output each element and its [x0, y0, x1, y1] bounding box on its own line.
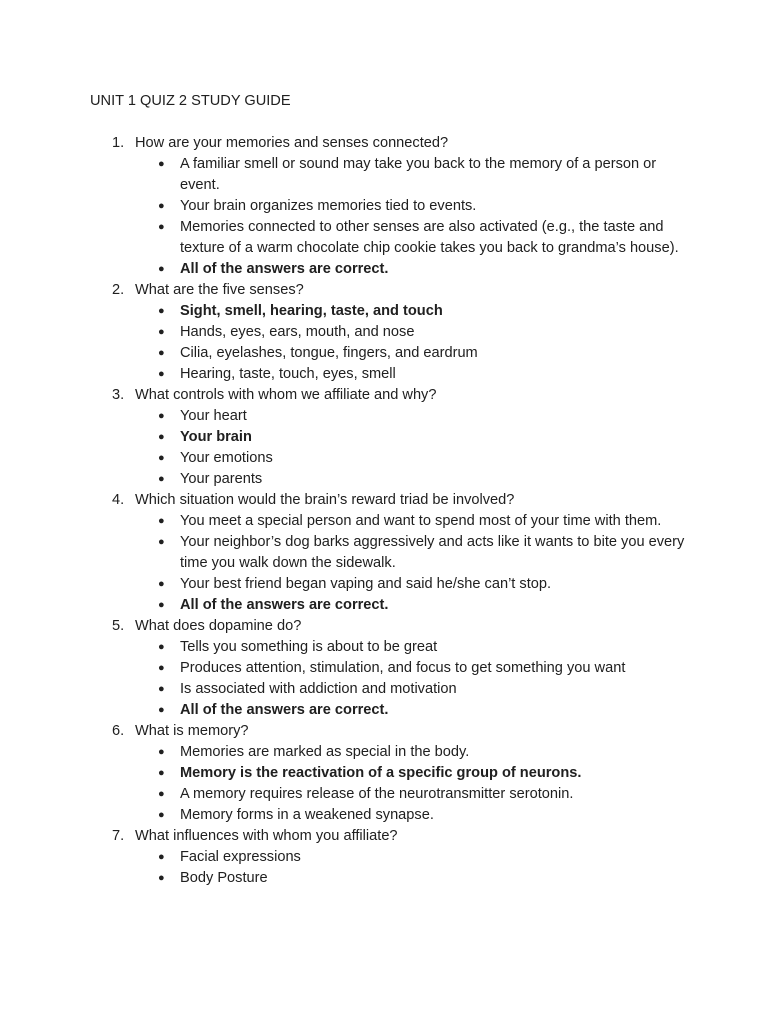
answer-option: [135, 448, 685, 469]
answer-text: Your brain organizes memories tied to events.: [180, 198, 477, 214]
answer-text: All of the answers are correct.: [180, 597, 389, 613]
page-title: UNIT 1 QUIZ 2 STUDY GUIDE: [90, 93, 291, 109]
answer-text: All of the answers are correct.: [180, 261, 389, 277]
bullet-icon: ●: [158, 872, 165, 884]
question-item: [0, 133, 768, 280]
question-item: [0, 826, 768, 889]
bullet-icon: ●: [158, 662, 165, 674]
question-number: 3.: [112, 387, 125, 403]
answer-text: Memory forms in a weakened synapse.: [180, 807, 434, 823]
answer-option-correct: [135, 763, 685, 784]
bullet-icon: ●: [158, 683, 165, 695]
bullet-icon: ●: [158, 410, 165, 422]
bullet-icon: ●: [158, 599, 165, 611]
answer-text: Hearing, taste, touch, eyes, smell: [180, 366, 396, 382]
answer-option: [135, 847, 685, 868]
question-text: What does dopamine do?: [135, 618, 302, 634]
answer-text: You meet a special person and want to spend most of your time with them.: [180, 513, 662, 529]
question-number: 4.: [112, 492, 125, 508]
answer-list: [135, 742, 768, 826]
answer-text: All of the answers are correct.: [180, 702, 389, 718]
bullet-icon: ●: [158, 347, 165, 359]
question-number: 2.: [112, 282, 125, 298]
bullet-icon: ●: [158, 578, 165, 590]
question-list: [0, 133, 768, 889]
bullet-icon: ●: [158, 515, 165, 527]
answer-option: [135, 742, 685, 763]
answer-text: Your brain: [180, 429, 252, 445]
question-number: 1.: [112, 135, 125, 151]
answer-text: Memories connected to other senses are also activated (e.g., the taste and texture of a warm chocolate chip cookie takes you back to grandma’s house).: [180, 219, 679, 256]
answer-text: Facial expressions: [180, 849, 301, 865]
question-text: What controls with whom we affiliate and why?: [135, 387, 437, 403]
bullet-icon: ●: [158, 305, 165, 317]
question-item: [0, 280, 768, 385]
answer-list: [135, 154, 768, 280]
answer-text: Tells you something is about to be great: [180, 639, 438, 655]
answer-option: [135, 322, 685, 343]
answer-option: [135, 637, 685, 658]
bullet-icon: ●: [158, 200, 165, 212]
answer-text: Memories are marked as special in the body.: [180, 744, 470, 760]
answer-list: [135, 301, 768, 385]
question-number: 7.: [112, 828, 125, 844]
answer-text: Your emotions: [180, 450, 273, 466]
answer-option: [135, 154, 685, 196]
answer-option: [135, 217, 685, 259]
answer-option: [135, 511, 685, 532]
bullet-icon: ●: [158, 452, 165, 464]
bullet-icon: ●: [158, 263, 165, 275]
answer-text: Body Posture: [180, 870, 268, 886]
bullet-icon: ●: [158, 788, 165, 800]
bullet-icon: ●: [158, 221, 165, 233]
answer-option-correct: [135, 595, 685, 616]
bullet-icon: ●: [158, 536, 165, 548]
bullet-icon: ●: [158, 704, 165, 716]
answer-text: Your neighbor’s dog barks aggressively and acts like it wants to bite you every time you walk down the sidewalk.: [180, 534, 685, 571]
question-text: Which situation would the brain’s reward triad be involved?: [135, 492, 515, 508]
bullet-icon: ●: [158, 158, 165, 170]
answer-option: [135, 469, 685, 490]
answer-option: [135, 343, 685, 364]
answer-text: Sight, smell, hearing, taste, and touch: [180, 303, 443, 319]
bullet-icon: ●: [158, 641, 165, 653]
question-item: [0, 385, 768, 490]
answer-option-correct: [135, 301, 685, 322]
bullet-icon: ●: [158, 368, 165, 380]
bullet-icon: ●: [158, 809, 165, 821]
question-number: 6.: [112, 723, 125, 739]
answer-list: [135, 406, 768, 490]
answer-option: [135, 784, 685, 805]
answer-option: [135, 868, 685, 889]
answer-text: Cilia, eyelashes, tongue, fingers, and eardrum: [180, 345, 478, 361]
bullet-icon: ●: [158, 473, 165, 485]
question-item: [0, 721, 768, 826]
bullet-icon: ●: [158, 431, 165, 443]
answer-text: Is associated with addiction and motivation: [180, 681, 457, 697]
question-text: What influences with whom you affiliate?: [135, 828, 398, 844]
answer-option-correct: [135, 259, 685, 280]
answer-text: Your heart: [180, 408, 247, 424]
answer-option: [135, 406, 685, 427]
answer-text: Hands, eyes, ears, mouth, and nose: [180, 324, 415, 340]
answer-text: Your parents: [180, 471, 263, 487]
answer-text: Your best friend began vaping and said he/she can’t stop.: [180, 576, 552, 592]
question-number: 5.: [112, 618, 125, 634]
answer-option-correct: [135, 700, 685, 721]
question-item: [0, 616, 768, 721]
bullet-icon: ●: [158, 851, 165, 863]
question-item: [0, 490, 768, 616]
question-text: How are your memories and senses connected?: [135, 135, 449, 151]
answer-option-correct: [135, 427, 685, 448]
answer-text: A memory requires release of the neurotransmitter serotonin.: [180, 786, 574, 802]
bullet-icon: ●: [158, 326, 165, 338]
answer-option: [135, 658, 685, 679]
answer-text: A familiar smell or sound may take you back to the memory of a person or event.: [180, 156, 657, 193]
question-text: What are the five senses?: [135, 282, 304, 298]
answer-text: Produces attention, stimulation, and focus to get something you want: [180, 660, 626, 676]
answer-list: [135, 847, 768, 889]
answer-text: Memory is the reactivation of a specific group of neurons.: [180, 765, 582, 781]
answer-list: [135, 637, 768, 721]
answer-option: [135, 574, 685, 595]
answer-option: [135, 532, 685, 574]
bullet-icon: ●: [158, 746, 165, 758]
answer-option: [135, 364, 685, 385]
answer-list: [135, 511, 768, 616]
answer-option: [135, 196, 685, 217]
answer-option: [135, 679, 685, 700]
bullet-icon: ●: [158, 767, 165, 779]
question-text: What is memory?: [135, 723, 249, 739]
answer-option: [135, 805, 685, 826]
